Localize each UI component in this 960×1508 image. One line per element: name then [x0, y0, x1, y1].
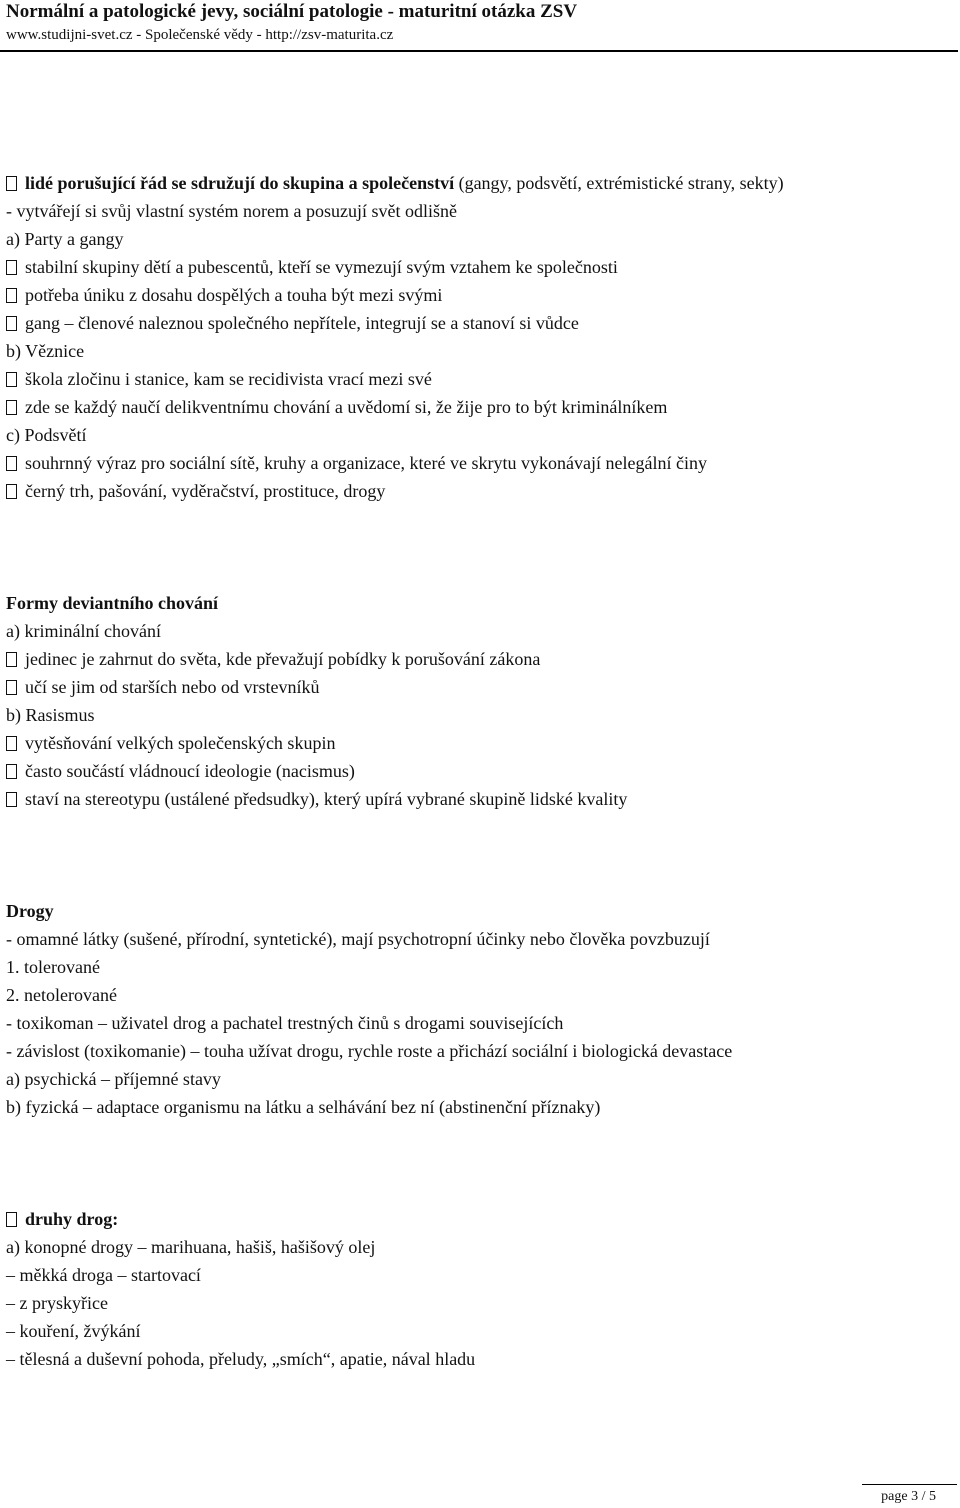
list-item: [6, 477, 946, 505]
text-line: - toxikoman – uživatel drog a pachatel trestných činů s drogami souvisejících: [6, 1013, 564, 1033]
text-line: – tělesná a duševní pohoda, přeludy, „smích“, apatie, nával hladu: [6, 1349, 476, 1369]
list-item: [6, 253, 946, 281]
header-divider: [0, 50, 958, 52]
list-item: [6, 281, 946, 309]
section-gap: [6, 1121, 946, 1205]
text-line: 1. tolerované: [6, 957, 100, 977]
bullet-icon: [6, 176, 17, 191]
bullet-icon: [6, 1212, 17, 1227]
intro-bold-text: lidé porušující řád se sdružují do skupina a společenství: [25, 173, 455, 193]
list-item: [6, 393, 946, 421]
section-heading-text: druhy drog:: [25, 1209, 119, 1229]
text-line: a) psychická – příjemné stavy: [6, 1069, 221, 1089]
section-heading: Drogy: [6, 901, 54, 921]
list-item: [6, 785, 946, 813]
text-line: b) Věznice: [6, 341, 85, 361]
list-item-text: jedinec je zahrnut do světa, kde převažují pobídky k porušování zákona: [25, 649, 541, 669]
bullet-icon: [6, 260, 17, 275]
footer-divider: [862, 1484, 957, 1485]
text-line: 2. netolerované: [6, 985, 117, 1005]
section-gap: [6, 813, 946, 897]
list-item-text: škola zločinu i stanice, kam se recidivista vrací mezi své: [25, 369, 432, 389]
section-heading: Formy deviantního chování: [6, 593, 219, 613]
list-item-text: vytěsňování velkých společenských skupin: [25, 733, 336, 753]
page-header: [6, 0, 956, 46]
list-item-text: gang – členové naleznou společného nepřítele, integrují se a stanoví si vůdce: [25, 313, 579, 333]
bullet-icon: [6, 484, 17, 499]
bullet-icon: [6, 316, 17, 331]
document-subtitle: www.studijni-svet.cz - Společenské vědy - http://zsv-maturita.cz: [6, 27, 394, 43]
page-number: page 3 / 5: [881, 1489, 936, 1504]
document-body: [6, 169, 946, 1373]
list-item: [6, 365, 946, 393]
document-title: Normální a patologické jevy, sociální patologie - maturitní otázka ZSV: [6, 1, 578, 22]
list-item-text: souhrnný výraz pro sociální sítě, kruhy a organizace, které ve skrytu vykonávají nelegální činy: [25, 453, 707, 473]
bullet-icon: [6, 680, 17, 695]
list-item-text: potřeba úniku z dosahu dospělých a touha být mezi svými: [25, 285, 443, 305]
intro-text: (gangy, podsvětí, extrémistické strany, sekty): [454, 173, 784, 193]
text-line: – měkká droga – startovací: [6, 1265, 201, 1285]
bullet-icon: [6, 736, 17, 751]
bullet-icon: [6, 652, 17, 667]
list-item: [6, 645, 946, 673]
list-item-text: zde se každý naučí delikventnímu chování a uvědomí si, že žije pro to být kriminálníkem: [25, 397, 668, 417]
text-line: b) fyzická – adaptace organismu na látku a selhávání bez ní (abstinenční příznaky): [6, 1097, 601, 1117]
section-heading: [6, 1205, 946, 1233]
list-item: [6, 309, 946, 337]
text-line: a) konopné drogy – marihuana, hašiš, hašišový olej: [6, 1237, 376, 1257]
list-item-text: staví na stereotypu (ustálené předsudky), který upírá vybrané skupině lidské kvality: [25, 789, 628, 809]
bullet-icon: [6, 792, 17, 807]
list-item: [6, 757, 946, 785]
list-item-text: stabilní skupiny dětí a pubescentů, kteří se vymezují svým vztahem ke společnosti: [25, 257, 618, 277]
list-item: [6, 449, 946, 477]
bullet-icon: [6, 288, 17, 303]
bullet-icon: [6, 372, 17, 387]
bullet-icon: [6, 456, 17, 471]
section-gap: [6, 505, 946, 589]
section-intro: [6, 169, 946, 197]
text-line: c) Podsvětí: [6, 425, 87, 445]
text-line: – z pryskyřice: [6, 1293, 108, 1313]
list-item-text: učí se jim od starších nebo od vrstevníků: [25, 677, 320, 697]
text-line: – kouření, žvýkání: [6, 1321, 141, 1341]
text-line: a) Party a gangy: [6, 229, 124, 249]
text-line: a) kriminální chování: [6, 621, 161, 641]
text-line: - omamné látky (sušené, přírodní, syntetické), mají psychotropní účinky nebo člověka povzbuzují: [6, 929, 710, 949]
text-line: b) Rasismus: [6, 705, 95, 725]
text-line: - závislost (toxikomanie) – touha užívat drogu, rychle roste a přichází sociální i biologická devastace: [6, 1041, 733, 1061]
bullet-icon: [6, 400, 17, 415]
bullet-icon: [6, 764, 17, 779]
list-item-text: černý trh, pašování, vyděračství, prostituce, drogy: [25, 481, 386, 501]
list-item: [6, 673, 946, 701]
list-item-text: často součástí vládnoucí ideologie (nacismus): [25, 761, 355, 781]
list-item: [6, 729, 946, 757]
text-line: - vytvářejí si svůj vlastní systém norem a posuzují svět odlišně: [6, 201, 457, 221]
